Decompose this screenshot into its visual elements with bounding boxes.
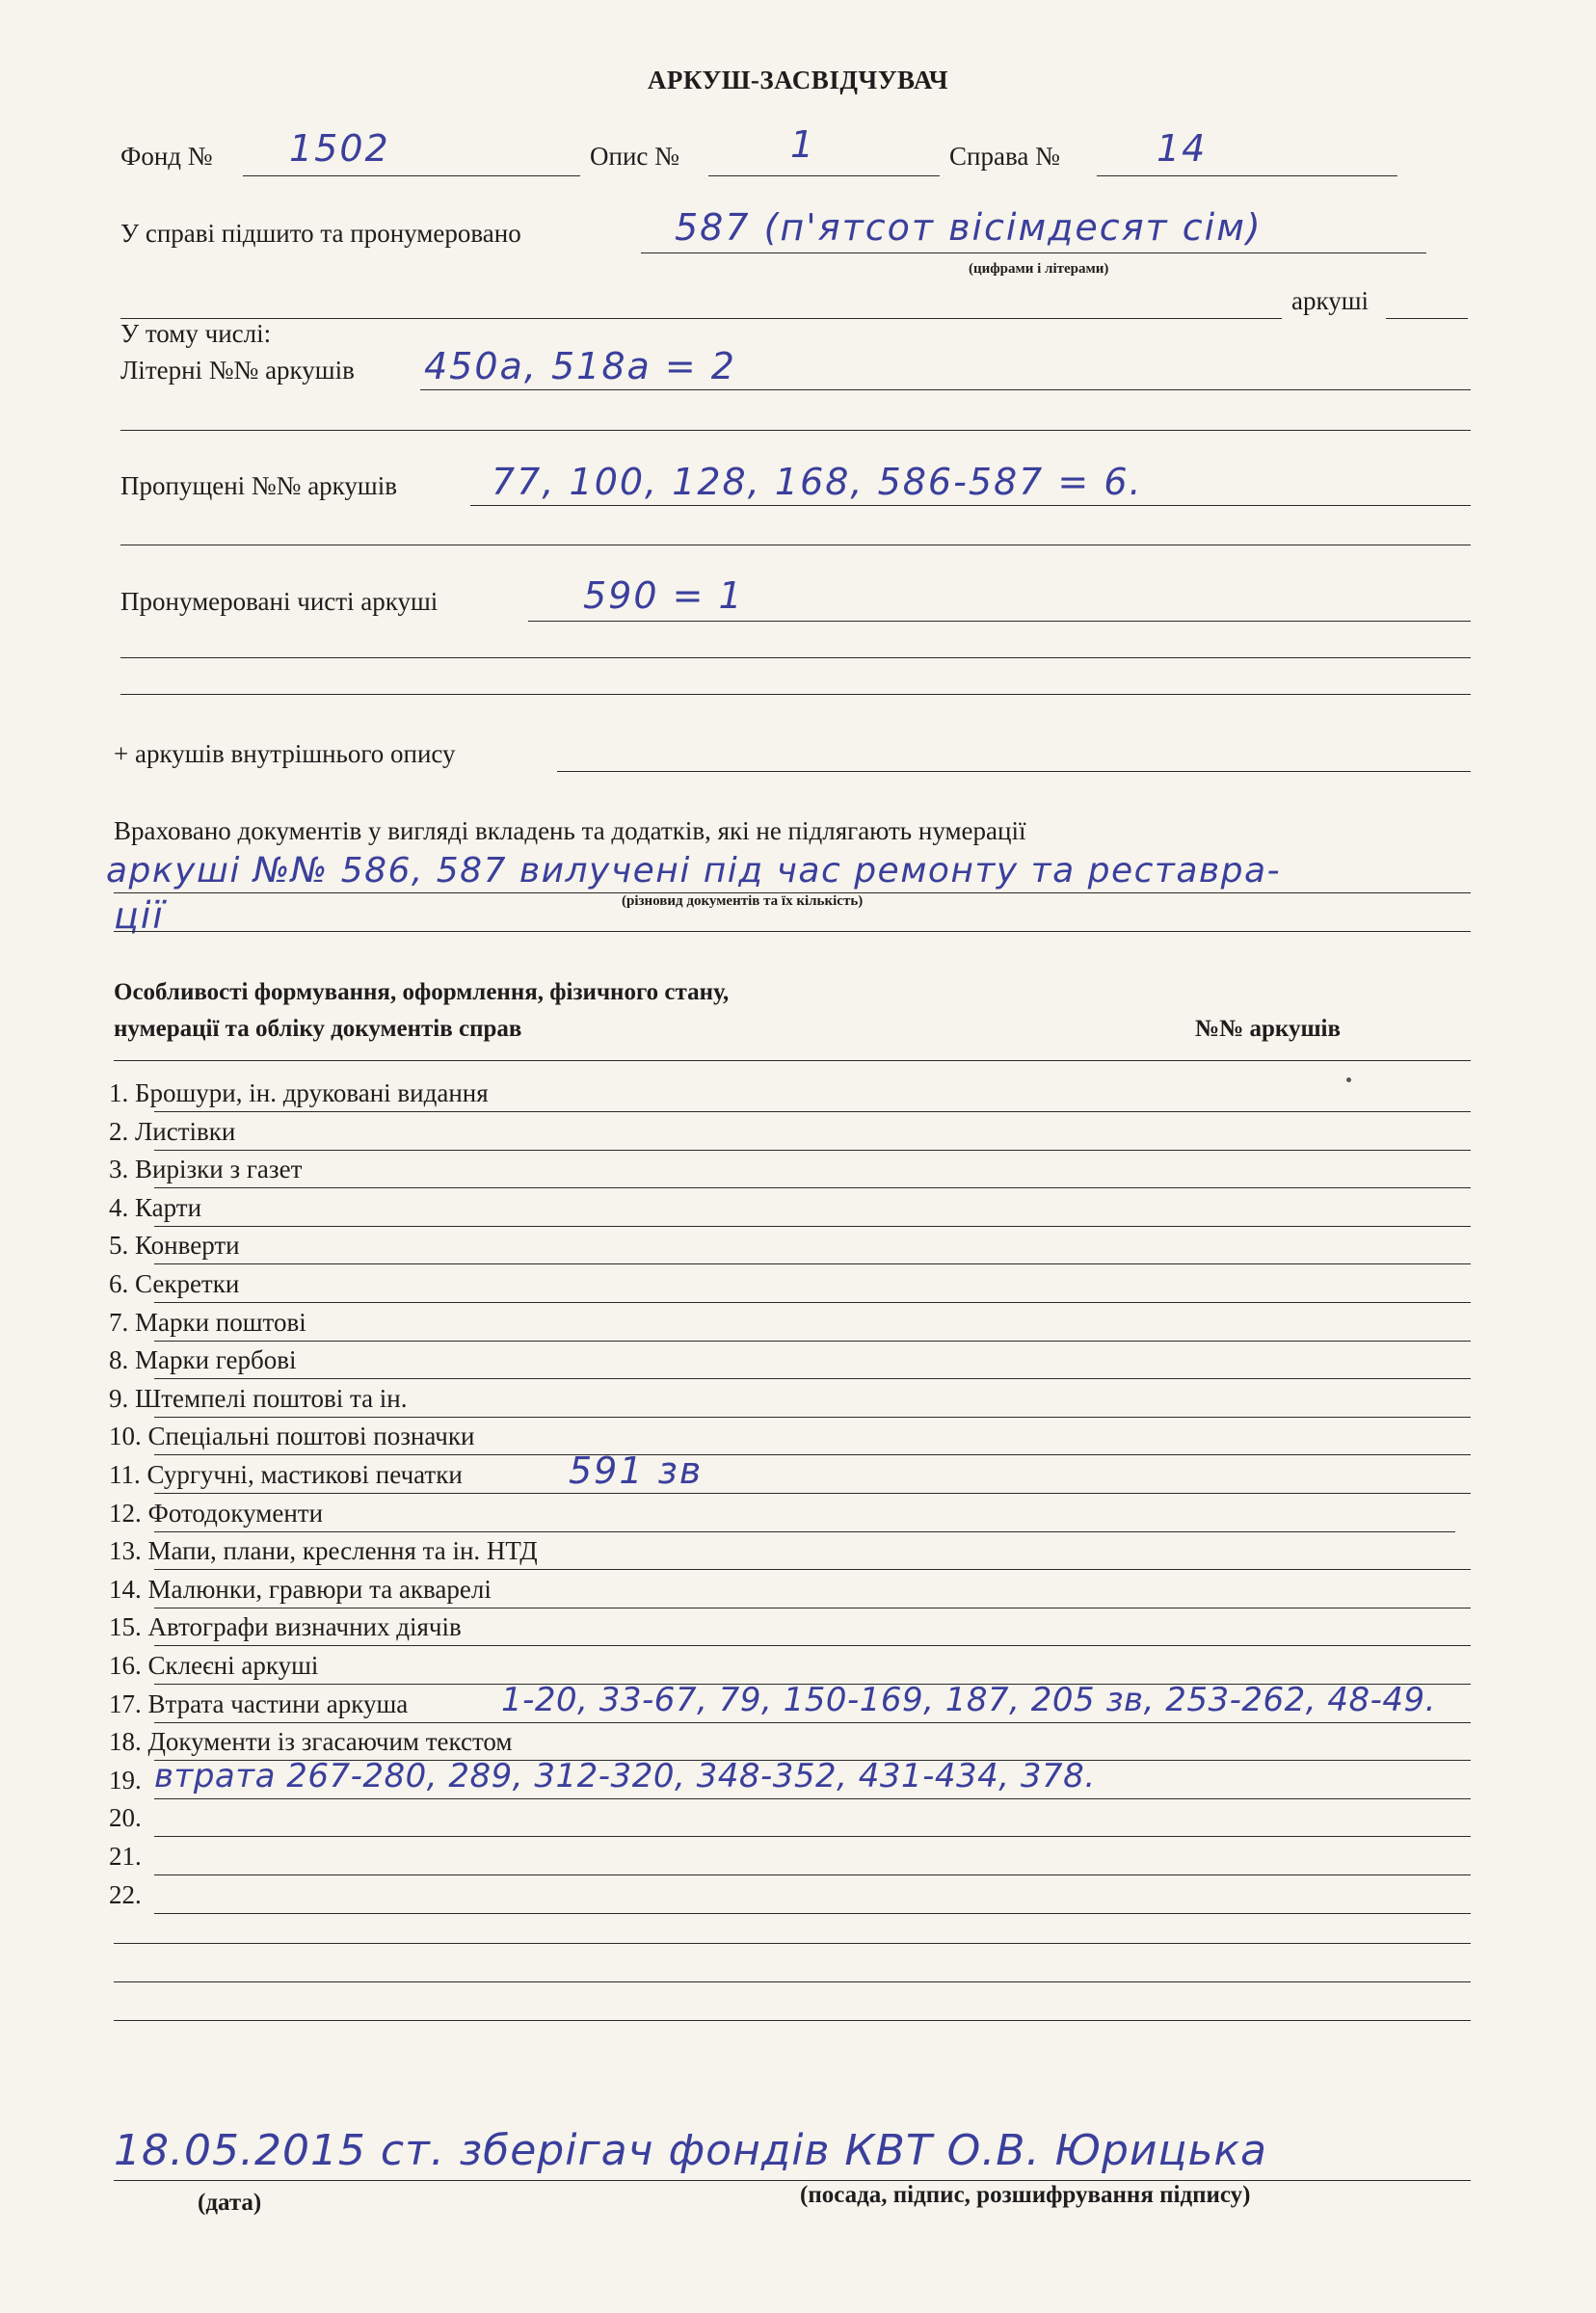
missing-sheets-label: Пропущені №№ аркушів (120, 471, 397, 500)
sheets-line (1386, 318, 1468, 319)
feature-label: 10. Спеціальні поштові позначки (109, 1422, 475, 1451)
feature-label: 22. (109, 1879, 142, 1909)
sheets-label: аркуші (1291, 286, 1370, 315)
feature-line (154, 1531, 1455, 1532)
letter-sheets-line (420, 389, 1471, 390)
feature-value: 591 зв (569, 1449, 704, 1492)
feature-label: 18. Документи із згасаючим текстом (109, 1727, 513, 1757)
feature-label: 4. Карти (109, 1192, 202, 1222)
feature-line (154, 1645, 1471, 1646)
letter-sheets-value: 450а, 518а = 2 (424, 345, 736, 387)
feature-label: 15. Автографи визначних діячів (109, 1612, 462, 1642)
extra-line-1 (114, 1943, 1471, 1944)
missing-sheets-line (470, 505, 1471, 506)
blank-sheets-line (528, 621, 1471, 622)
extra-line-3 (114, 2020, 1471, 2021)
feature-line (154, 1150, 1471, 1151)
features-heading-line2: нумерації та обліку документів справ (114, 1016, 522, 1042)
letter-sheets-label: Літерні №№ аркушів (120, 356, 355, 385)
date-label: (дата) (198, 2190, 262, 2216)
feature-line (154, 1111, 1471, 1112)
feature-label: 5. Конверти (109, 1231, 240, 1261)
feature-label: 17. Втрата частини аркуша (109, 1688, 409, 1718)
blank-sheets-value: 590 = 1 (583, 574, 744, 617)
feature-line (154, 1341, 1471, 1342)
feature-value: 1-20, 33-67, 79, 150-169, 187, 205 зв, 253-262, 48-49. (501, 1680, 1436, 1719)
feature-label: 3. Вирізки з газет (109, 1155, 303, 1184)
faded-stamp (1442, 116, 1596, 463)
feature-label: 2. Листівки (109, 1116, 236, 1146)
feature-value: втрата 267-280, 289, 312-320, 348-352, 431-434, 378. (154, 1756, 1096, 1795)
fond-label: Фонд № (120, 142, 213, 171)
feature-label: 19. (109, 1765, 142, 1795)
documents-hint: (різновид документів та їх кількість) (622, 893, 864, 909)
extra-line-2 (114, 1981, 1471, 1982)
feature-label: 21. (109, 1842, 142, 1871)
feature-label: 13. Мапи, плани, креслення та ін. НТД (109, 1536, 538, 1566)
sprava-label: Справа № (949, 142, 1060, 171)
feature-label: 12. Фотодокументи (109, 1498, 324, 1528)
feature-label: 8. Марки гербові (109, 1345, 297, 1375)
feature-line (154, 1874, 1471, 1875)
features-heading-line (114, 1060, 1471, 1061)
numbered-line-2 (120, 318, 1282, 319)
opys-line (708, 175, 940, 176)
feature-line (154, 1302, 1471, 1303)
feature-line (154, 1836, 1471, 1837)
documents-label: Враховано документів у вигляді вкладень та додатків, які не підлягають нумерації (114, 816, 1026, 845)
fond-value: 1502 (289, 127, 390, 170)
feature-label: 20. (109, 1803, 142, 1833)
page-title: АРКУШ-ЗАСВІДЧУВАЧ (647, 66, 949, 94)
feature-line (154, 1378, 1471, 1379)
numbered-label: У справі підшито та пронумеровано (120, 219, 521, 248)
features-column-label: №№ аркушів (1195, 1016, 1342, 1042)
sprava-value: 14 (1157, 127, 1208, 170)
feature-line (154, 1798, 1471, 1799)
numbered-value: 587 (п'ятсот вісімдесят сім) (675, 206, 1263, 249)
fond-line (243, 175, 580, 176)
feature-label: 6. Секретки (109, 1269, 240, 1298)
sprava-line (1097, 175, 1397, 176)
feature-line (154, 1263, 1471, 1264)
letter-sheets-line-2 (120, 430, 1471, 431)
ink-dot (1346, 1077, 1351, 1082)
feature-label: 16. Склеєні аркуші (109, 1651, 319, 1680)
inner-inventory-line (557, 771, 1471, 772)
feature-line (154, 1226, 1471, 1227)
feature-line (154, 1454, 1471, 1455)
feature-line (154, 1569, 1471, 1570)
feature-label: 1. Брошури, ін. друковані видання (109, 1078, 489, 1107)
feature-label: 9. Штемпелі поштові та ін. (109, 1383, 408, 1413)
feature-line (154, 1417, 1471, 1418)
feature-line (154, 1187, 1471, 1188)
features-heading-line1: Особливості формування, оформлення, фізичного стану, (114, 979, 730, 1005)
documents-value-line1: аркуші №№ 586, 587 вилучені під час ремонту та реставра- (106, 851, 1282, 891)
numbered-hint: (цифрами і літерами) (969, 261, 1109, 277)
feature-line (154, 1913, 1471, 1914)
blank-line-3 (120, 694, 1471, 695)
signature-value: 18.05.2015 ст. зберігач фондів КВТ О.В. Юрицька (114, 2126, 1267, 2175)
opys-label: Опис № (590, 142, 679, 171)
position-label: (посада, підпис, розшифрування підпису) (800, 2182, 1251, 2208)
including-label: У тому числі: (120, 319, 272, 348)
documents-line-2 (114, 931, 1471, 932)
feature-label: 11. Сургучні, мастикові печатки (109, 1460, 463, 1489)
blank-sheets-label: Пронумеровані чисті аркуші (120, 587, 439, 616)
documents-value-line2: ції (114, 894, 165, 937)
feature-label: 7. Марки поштові (109, 1307, 306, 1337)
inner-inventory-label: + аркушів внутрішнього опису (114, 739, 456, 768)
feature-label: 14. Малюнки, гравюри та акварелі (109, 1574, 492, 1604)
feature-line (154, 1722, 1471, 1723)
opys-value: 1 (790, 123, 816, 166)
missing-sheets-value: 77, 100, 128, 168, 586-587 = 6. (492, 461, 1143, 503)
signature-line (114, 2180, 1471, 2181)
feature-line (154, 1493, 1471, 1494)
blank-line-2 (120, 657, 1471, 658)
